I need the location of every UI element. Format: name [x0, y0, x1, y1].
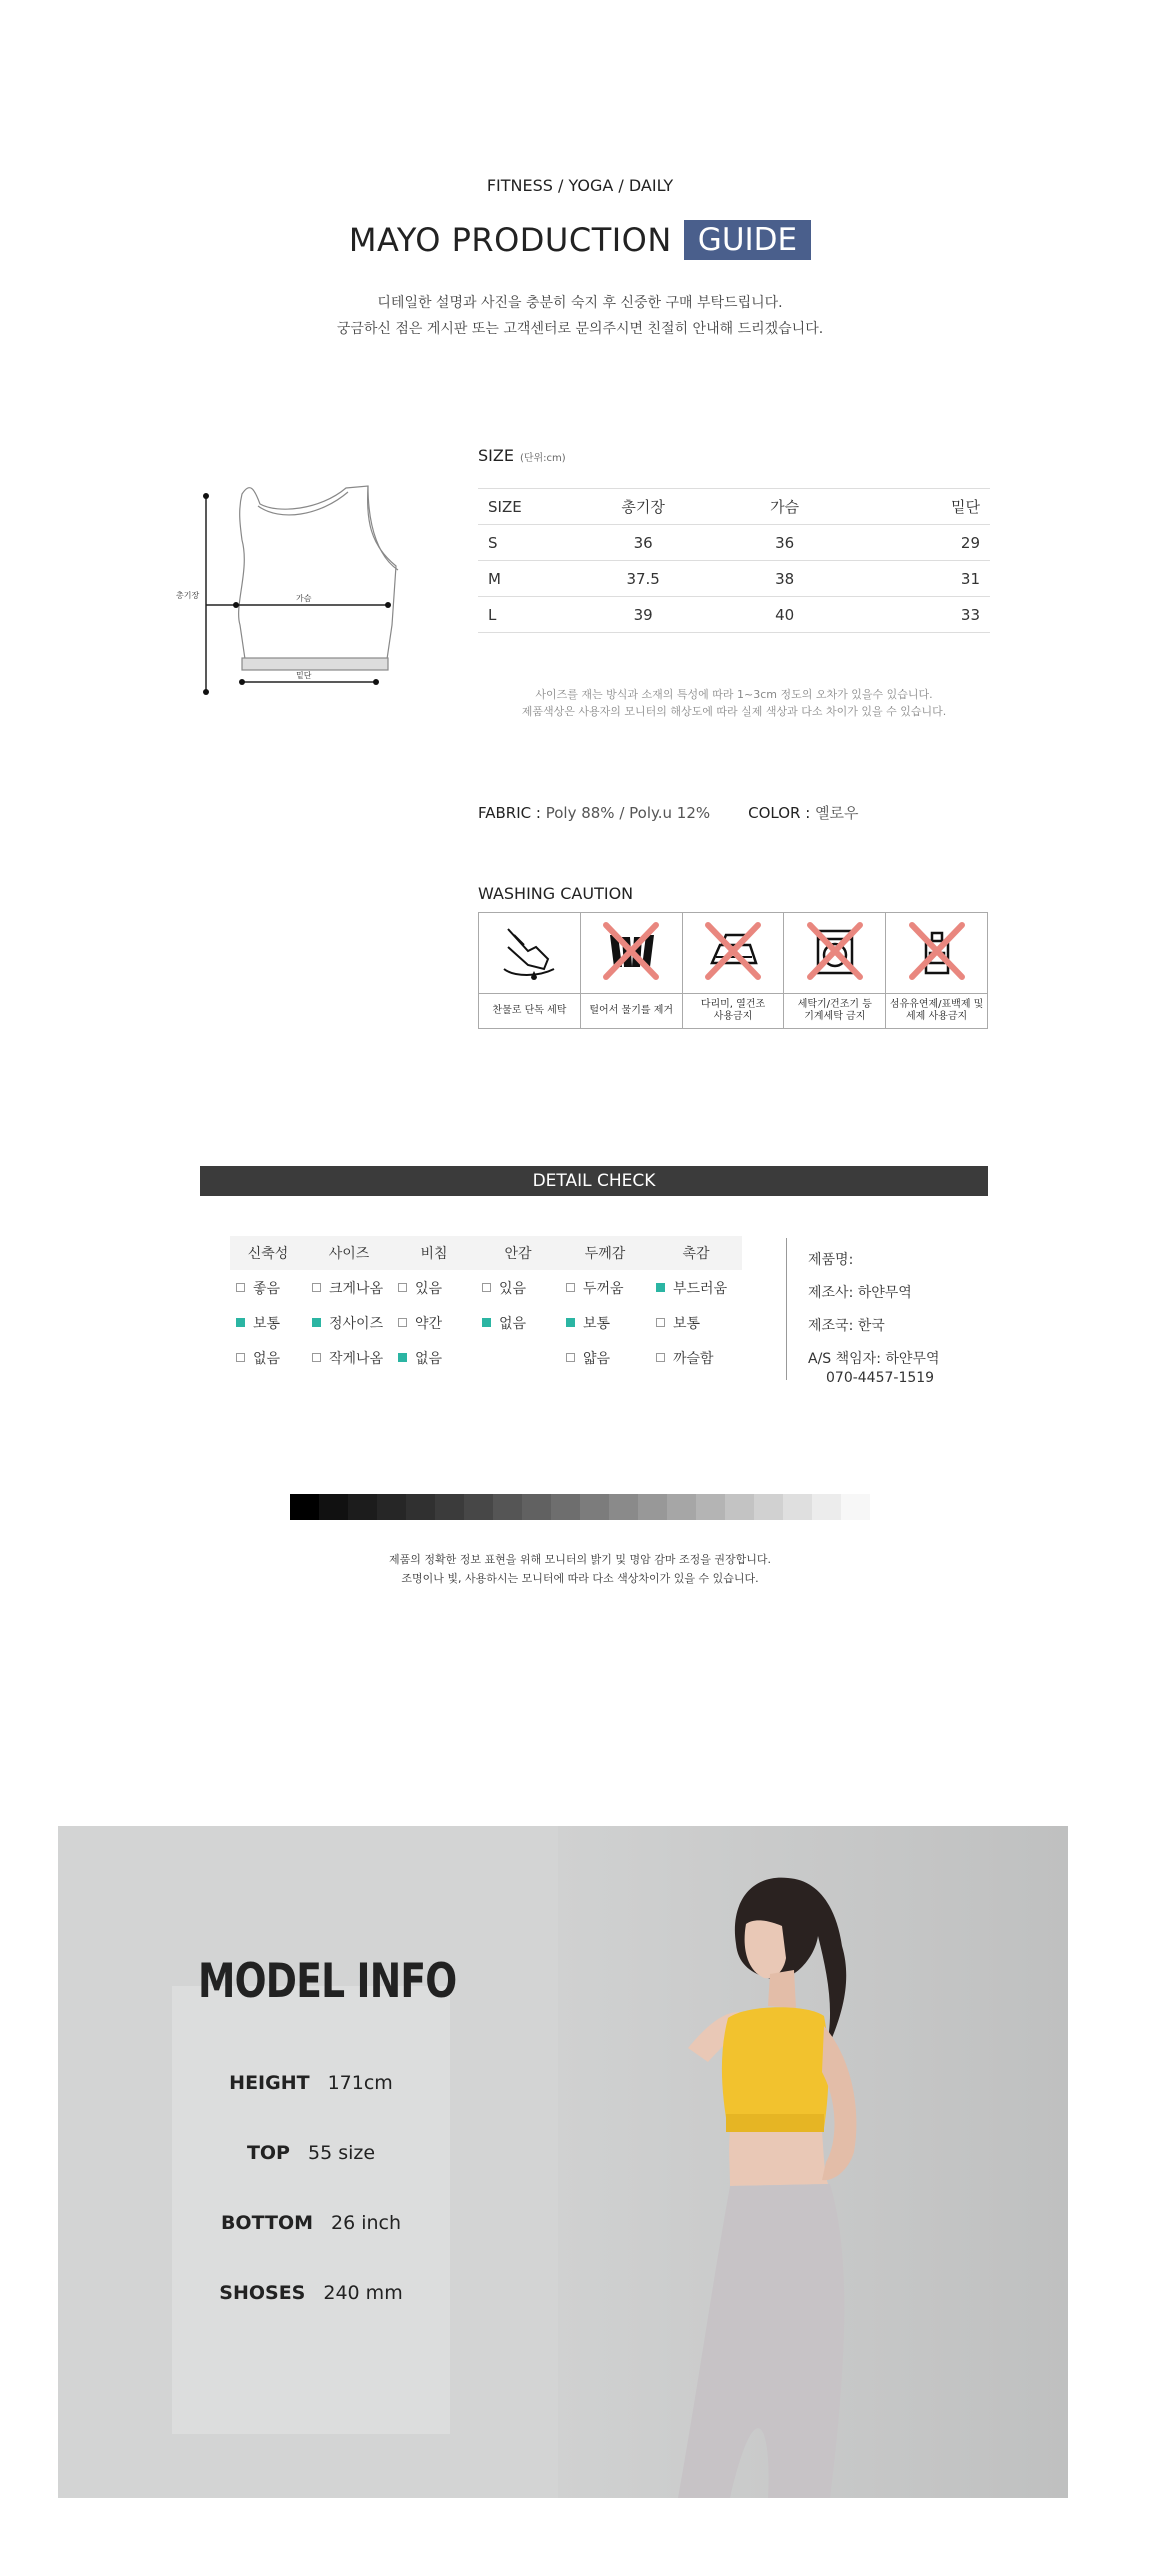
- size-header-cell: 밑단: [842, 489, 990, 525]
- gray-swatch: [522, 1494, 551, 1520]
- detail-option-label: 부드러움: [673, 1280, 728, 1297]
- guide-badge: GUIDE: [684, 220, 811, 260]
- size-cell: 31: [842, 561, 990, 597]
- detail-option: [230, 1270, 306, 1305]
- gray-swatch: [551, 1494, 580, 1520]
- detail-option-label: 얇음: [583, 1350, 611, 1367]
- gray-swatch: [841, 1494, 870, 1520]
- length-label: 총기장: [176, 591, 200, 600]
- detail-option: [392, 1270, 476, 1305]
- gray-swatch: [464, 1494, 493, 1520]
- phone-number: 070-4457-1519: [826, 1370, 935, 1386]
- table-row: [478, 561, 990, 597]
- detail-option-label: 작게나옴: [329, 1350, 384, 1367]
- detail-option: [560, 1270, 650, 1305]
- detail-option-label: 보통: [253, 1315, 281, 1332]
- washing-label: 찬물로 단독 세탁: [479, 994, 581, 1029]
- checked-box-icon: [482, 1318, 491, 1327]
- washing-title: WASHING CAUTION: [478, 884, 634, 903]
- gray-swatch: [435, 1494, 464, 1520]
- detail-option: [392, 1305, 476, 1340]
- unchecked-box-icon: [482, 1283, 491, 1292]
- no-bleach-icon: [886, 913, 988, 994]
- detail-option-label: 까슬함: [673, 1350, 714, 1367]
- size-note: [478, 686, 990, 720]
- detail-option-label: 좋음: [253, 1280, 281, 1297]
- size-unit: (단위:cm): [519, 453, 566, 464]
- unchecked-box-icon: [566, 1353, 575, 1362]
- gray-swatch: [609, 1494, 638, 1520]
- detail-option: [230, 1305, 306, 1340]
- washing-label: 다리미, 열건조 사용금지: [682, 994, 784, 1029]
- no-machine-wash-icon: [784, 913, 886, 994]
- washing-table: [478, 912, 988, 1029]
- size-title: [478, 446, 566, 465]
- page-title: [0, 218, 1160, 262]
- unchecked-box-icon: [656, 1318, 665, 1327]
- crop-top-diagram-icon: [170, 470, 410, 710]
- detail-option-label: 있음: [415, 1280, 443, 1297]
- model-top-label: TOP: [246, 2142, 290, 2164]
- table-row: [478, 525, 990, 561]
- gray-swatch: [290, 1494, 319, 1520]
- gray-swatch: [783, 1494, 812, 1520]
- gray-swatch: [493, 1494, 522, 1520]
- detail-header-cell: 안감: [476, 1236, 560, 1270]
- model-info-title: MODEL INFO: [198, 1954, 457, 2009]
- detail-option: [560, 1340, 650, 1375]
- grayscale-bar: [290, 1494, 870, 1520]
- detail-option: [476, 1340, 560, 1375]
- size-title-text: SIZE: [478, 446, 514, 465]
- detail-option: [560, 1305, 650, 1340]
- washing-label: 털어서 물기를 제거: [580, 994, 682, 1029]
- size-cell: 38: [727, 561, 842, 597]
- size-cell: 29: [842, 525, 990, 561]
- size-header-cell: 총기장: [559, 489, 727, 525]
- detail-option-label: 없음: [253, 1350, 281, 1367]
- size-note-2: 제품색상은 사용자의 모니터의 해상도에 따라 실제 색상과 다소 차이가 있을 수 있습니다.: [521, 705, 947, 718]
- washing-label: 섬유유연제/표백제 및 세제 사용금지: [886, 994, 988, 1029]
- model-top-value: 55 size: [307, 2142, 376, 2164]
- unchecked-box-icon: [312, 1283, 321, 1292]
- size-cell: 37.5: [559, 561, 727, 597]
- size-cell: 36: [727, 525, 842, 561]
- detail-option-label: 보통: [673, 1315, 701, 1332]
- category-kicker: FITNESS / YOGA / DAILY: [486, 176, 674, 195]
- size-cell: 33: [842, 597, 990, 633]
- fabric-value: Poly 88% / Poly.u 12%: [545, 804, 711, 822]
- gray-swatch: [377, 1494, 406, 1520]
- gray-swatch: [406, 1494, 435, 1520]
- checked-box-icon: [312, 1318, 321, 1327]
- detail-header-cell: 비침: [392, 1236, 476, 1270]
- unchecked-box-icon: [398, 1318, 407, 1327]
- detail-option-label: 있음: [499, 1280, 527, 1297]
- size-diagram: [170, 470, 410, 714]
- detail-option-label: 약간: [415, 1315, 443, 1332]
- model-photo: [618, 1866, 958, 2498]
- table-row: [230, 1270, 742, 1305]
- detail-header-cell: 사이즈: [306, 1236, 392, 1270]
- gray-swatch: [319, 1494, 348, 1520]
- size-cell: 40: [727, 597, 842, 633]
- gray-swatch: [812, 1494, 841, 1520]
- title-text: MAYO PRODUCTION: [348, 221, 672, 259]
- checked-box-icon: [566, 1318, 575, 1327]
- gray-swatch: [580, 1494, 609, 1520]
- monitor-note-2: 조명이나 빛, 사용하시는 모니터에 따라 다소 색상차이가 있을 수 있습니다.: [401, 1572, 759, 1585]
- checked-box-icon: [398, 1353, 407, 1362]
- model-info-section: [58, 1826, 1068, 2498]
- model-height-label: HEIGHT: [229, 2072, 310, 2094]
- as-manager: A/S 책임자: 하얀무역: [808, 1351, 940, 1367]
- detail-option: [306, 1340, 392, 1375]
- gray-swatch: [348, 1494, 377, 1520]
- model-height: [172, 2072, 450, 2094]
- size-cell: M: [478, 561, 559, 597]
- product-name: 제품명:: [808, 1252, 854, 1268]
- gray-swatch: [696, 1494, 725, 1520]
- divider: [786, 1238, 787, 1380]
- detail-option: [306, 1305, 392, 1340]
- detail-header-cell: 두께감: [560, 1236, 650, 1270]
- detail-option-label: 없음: [415, 1350, 443, 1367]
- gray-swatch: [754, 1494, 783, 1520]
- size-cell: L: [478, 597, 559, 633]
- manufacturer: 제조사: 하얀무역: [808, 1285, 912, 1301]
- size-cell: 36: [559, 525, 727, 561]
- intro-line-2: 궁금하신 점은 게시판 또는 고객센터로 문의주시면 친절히 안내해 드리겠습니다.: [336, 321, 824, 337]
- detail-option: [476, 1270, 560, 1305]
- model-shoes-label: SHOSES: [219, 2282, 306, 2304]
- washing-label: 세탁기/건조기 등 기계세탁 금지: [784, 994, 886, 1029]
- hem-label: 밑단: [296, 671, 312, 680]
- size-cell: 39: [559, 597, 727, 633]
- detail-option-label: 보통: [583, 1315, 611, 1332]
- checked-box-icon: [656, 1283, 665, 1292]
- monitor-note: [0, 1550, 1160, 1588]
- size-header-cell: 가슴: [727, 489, 842, 525]
- unchecked-box-icon: [656, 1353, 665, 1362]
- color-label: COLOR :: [748, 804, 816, 822]
- table-row: [230, 1340, 742, 1375]
- gray-swatch: [667, 1494, 696, 1520]
- unchecked-box-icon: [398, 1283, 407, 1292]
- product-info: [808, 1244, 939, 1388]
- detail-option: [650, 1340, 742, 1375]
- detail-option-label: 없음: [499, 1315, 527, 1332]
- model-bottom-value: 26 inch: [331, 2212, 402, 2234]
- color-value: 옐로우: [815, 804, 859, 822]
- intro-line-1: 디테일한 설명과 사진을 충분히 숙지 후 신중한 구매 부탁드립니다.: [377, 295, 783, 311]
- size-header-cell: SIZE: [478, 489, 559, 525]
- model-shoes-value: 240 mm: [323, 2282, 403, 2304]
- model-bottom-label: BOTTOM: [220, 2212, 314, 2234]
- unchecked-box-icon: [312, 1353, 321, 1362]
- size-table: [478, 488, 990, 633]
- detail-header-cell: 촉감: [650, 1236, 742, 1270]
- detail-option: [306, 1270, 392, 1305]
- fabric-info: [478, 802, 859, 823]
- detail-check-bar: DETAIL CHECK: [200, 1166, 988, 1196]
- table-row: [230, 1305, 742, 1340]
- size-cell: S: [478, 525, 559, 561]
- gray-swatch: [638, 1494, 667, 1520]
- detail-option-label: 크게나옴: [329, 1280, 384, 1297]
- unchecked-box-icon: [566, 1283, 575, 1292]
- fabric-label: FABRIC :: [478, 804, 546, 822]
- checked-box-icon: [236, 1318, 245, 1327]
- detail-option: [230, 1340, 306, 1375]
- model-shoes: [172, 2282, 450, 2304]
- model-top: [172, 2142, 450, 2164]
- unchecked-box-icon: [236, 1283, 245, 1292]
- detail-option: [650, 1305, 742, 1340]
- detail-option: [392, 1340, 476, 1375]
- size-note-1: 사이즈를 재는 방식과 소재의 특성에 따라 1~3cm 정도의 오차가 있을수 있습니다.: [535, 688, 933, 701]
- detail-header-cell: 신축성: [230, 1236, 306, 1270]
- detail-option: [476, 1305, 560, 1340]
- size-table-header: [478, 489, 990, 525]
- detail-header-row: [230, 1236, 742, 1270]
- origin-country: 제조국: 한국: [808, 1318, 885, 1334]
- model-height-value: 171cm: [327, 2072, 393, 2094]
- detail-check-table: [230, 1236, 742, 1375]
- unchecked-box-icon: [236, 1353, 245, 1362]
- no-wring-icon: [580, 913, 682, 994]
- detail-option-label: 정사이즈: [329, 1315, 384, 1332]
- chest-label: 가슴: [296, 594, 312, 603]
- gray-swatch: [725, 1494, 754, 1520]
- table-row: [478, 597, 990, 633]
- intro-text: [0, 290, 1160, 342]
- monitor-note-1: 제품의 정확한 정보 표현을 위해 모니터의 밝기 및 명암 감마 조정을 권장합니다.: [389, 1553, 771, 1566]
- no-iron-icon: [682, 913, 784, 994]
- detail-option: [650, 1270, 742, 1305]
- hand-wash-icon: [479, 913, 581, 994]
- model-info-panel: [172, 1986, 450, 2434]
- detail-option-label: 두꺼움: [583, 1280, 624, 1297]
- model-bottom: [172, 2212, 450, 2234]
